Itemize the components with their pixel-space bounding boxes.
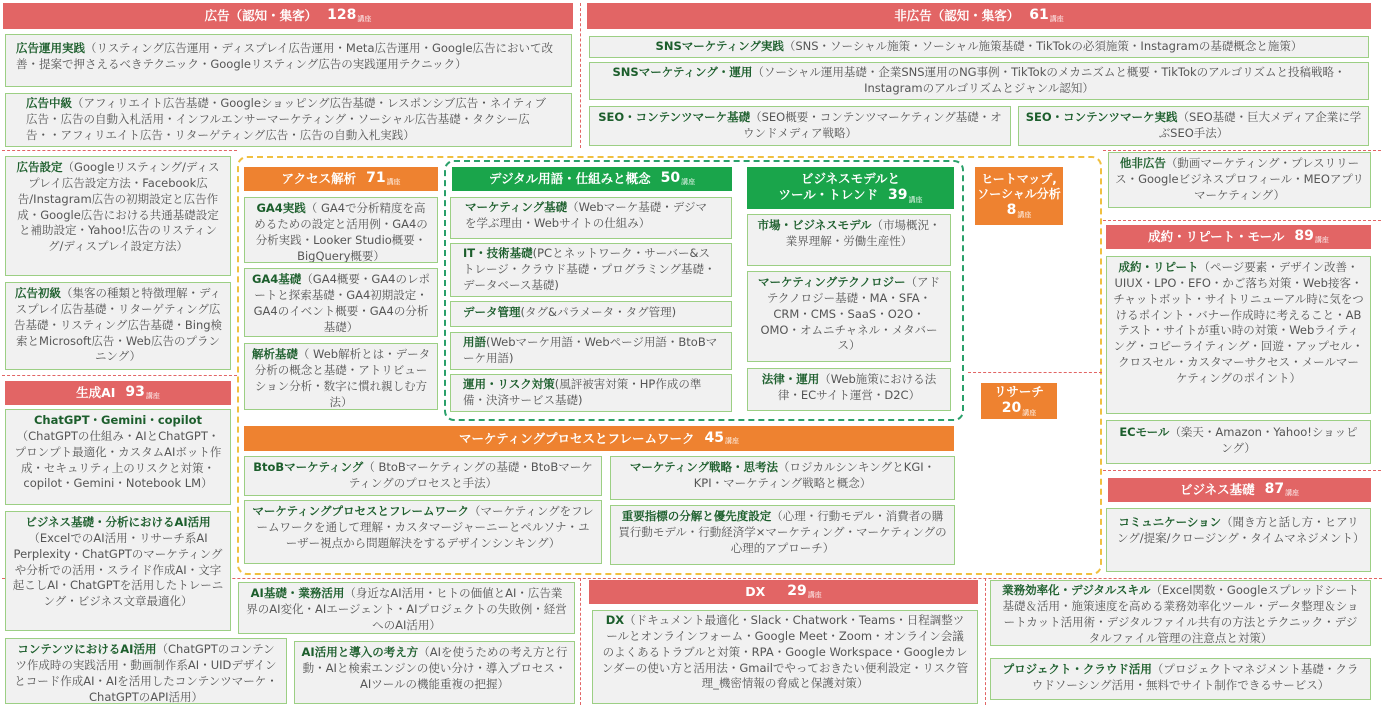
separator [2, 150, 237, 151]
box-desc: （Excel関数・Googleスプレッドシート基礎＆活用・施策速度を高める業務効率化ツール・データ整理＆ショートカット活用術・デジタルファイル共有の方法とテクニック・デジタルファイル管理の注意点と対策） [1002, 583, 1359, 645]
header-bizbasic [1108, 478, 1371, 502]
header-nonad-count: 61 [1029, 7, 1049, 24]
box-desc: （ページ要素・デザイン改善・UIUX・LPO・EFO・かご落ち対策・Web接客・チャットボット・サイトリニューアル時に気をつけるポイント・バナー作成時に考えること・ABテスト・サイトが重い時の対策・Webライティング・コピーライティング・回遊・アップセル・クロスセル・カスタマーサクセス・メールマーケティングのポイント） [1113, 260, 1364, 386]
separator [580, 578, 581, 705]
box-desc: （ロジカルシンキングとKGI・KPI・マーケティング戦略と概念） [693, 460, 936, 490]
box-title: 業務効率化・デジタルスキル [1002, 583, 1151, 597]
header-research-count: 20 [1001, 400, 1022, 417]
box-law-ops [747, 368, 951, 411]
header-genai-title: 生成AI [76, 385, 116, 401]
header-research-title: リサーチ [994, 384, 1044, 400]
box-title: SNSマーケティング・運用 [612, 65, 753, 79]
box-desc: （AIを使うための考え方と行動・AIと検索エンジンの使い分け・導入プロセス・AIツールの機能重複の把握） [302, 645, 568, 691]
box-btob [244, 456, 602, 496]
box-mk-tech [747, 271, 951, 362]
box-desc: （ドキュメント最適化・Slack・Chatwork・Teams・日程調整ツールとオンラインフォーム・Google Meet・Zoom・オンライン会議のよくあるトラブルと対策・RPA・Google Workspace・Googleカレンダーの使い方と活用法・Gmailでやっておきたい便利設定・リスク管理_機密情報の脅威と保護対策） [601, 613, 969, 691]
header-mkprocess-title: マーケティングプロセスとフレームワーク [459, 430, 695, 446]
box-title: ビジネス基礎・分析におけるAI活用 [25, 515, 211, 529]
header-conversion-title: 成約・リピート・モール [1148, 229, 1285, 245]
box-title: SNSマーケティング実践 [655, 39, 784, 53]
header-genai [5, 381, 231, 405]
box-desc: （アドテクノロジー基礎・MA・SFA・CRM・CMS・SaaS・O2O・OMO・オムニチャネル・メタバース） [760, 275, 940, 353]
box-communication [1106, 508, 1371, 572]
box-data-mgmt [450, 301, 732, 327]
header-heatmap-count: 8 [1006, 202, 1017, 219]
header-conversion-count: 89 [1294, 228, 1314, 245]
box-desc: （ソーシャル運用基礎・企業SNS運用のNG事例・TikTokのメカニズムと概要・TikTokのアルゴリズムと投稿戦略・Instagramのアルゴリズムとジャンル認知） [752, 65, 1346, 95]
separator [2, 375, 237, 376]
header-conversion [1106, 225, 1371, 249]
box-desc: (風評被害対策・HP作成の準備・決済サービス基礎) [463, 377, 702, 407]
box-title: データ管理 [463, 305, 521, 319]
box-title: ヒートマップ,ソーシャル分析 [981, 237, 1055, 283]
unit-label: 講座 [1285, 488, 1300, 497]
box-market-biz [747, 214, 951, 266]
unit-label: 講座 [386, 177, 401, 186]
box-title: DX [605, 613, 625, 627]
unit-label: 講座 [1017, 211, 1032, 220]
box-desc: （自社/顧客/競合への解像度を高める手法・市場調査・ネットリサーチ・統計基礎） [983, 433, 1052, 559]
header-mkprocess [244, 426, 954, 451]
separator [1103, 220, 1381, 221]
box-mk-basic [450, 197, 732, 239]
box-desc: （市場概況・業界理解・労働生産性） [785, 218, 941, 248]
box-ad-beginner [5, 282, 231, 370]
box-chatgpt [5, 409, 231, 505]
box-desc: （心理・行動モデル・消費者の購買行動モデル・行動経済学×マーケティング・マーケティングの心理的アプローチ） [618, 509, 947, 555]
header-access [244, 167, 438, 191]
box-sns-practice [589, 36, 1369, 58]
box-desc: （Googleリスティング/ディスプレイ広告設定方法・Facebook広告/Instagram広告の初期設定と広告作成・Google広告における共通基礎設定と補助設定・Yahoo!広告のリスティング/ディスプレイ設定方法） [17, 160, 220, 254]
box-title: GA4基礎 [251, 272, 302, 286]
header-genai-count: 93 [125, 384, 145, 401]
box-seo-practice [1018, 106, 1369, 146]
box-title: リサーチ [983, 433, 1029, 447]
box-title: SEO・コンテンツマーケ基礎 [598, 110, 751, 124]
header-nonad-title: 非広告（認知・集客） [894, 8, 1020, 24]
unit-label: 講座 [357, 14, 372, 23]
box-ga4-practice [244, 197, 438, 263]
box-desc: （ Web解析とは・データ分析の概念と基礎・アトリビューション分析・数字に慣れ親しむ方法） [254, 347, 431, 409]
box-desc: （リスティング広告運用・ディスプレイ広告運用・Meta広告運用・Google広告において改善・提案で押さえるべきテクニック・Googleリスティング広告の実践運用テクニック） [16, 41, 554, 71]
box-desc: （ GA4で分析精度を高めるための設定と活用例・GA4の分析実践・Looker Studio概要・BigQuery概要） [254, 201, 428, 263]
box-title: マーケティングテクノロジー [758, 275, 906, 289]
header-heatmap [975, 167, 1063, 225]
box-title: 運用・リスク対策 [463, 377, 555, 391]
box-title: BtoBマーケティング [253, 460, 364, 474]
box-desc: （集客の種類と特徴理解・ディスプレイ広告基礎・リターゲティング広告基礎・リスティング広告基礎・Bing検索とMicrosoft広告・Web広告のプランニング） [13, 286, 223, 364]
header-digital-title: デジタル用語・仕組みと概念 [488, 171, 651, 187]
box-title: ECモール [1119, 425, 1170, 439]
box-desc: (Webマーケ用語・Webページ用語・BtoBマーケ用語) [463, 335, 718, 365]
box-sns-ops [589, 62, 1369, 100]
header-bizbasic-count: 87 [1264, 481, 1285, 498]
box-efficiency [990, 580, 1371, 646]
header-research [981, 383, 1057, 419]
box-title: 広告設定 [16, 160, 63, 174]
box-title: 広告初級 [14, 286, 61, 300]
box-ec-mall [1106, 420, 1371, 464]
box-desc: （ BtoBマーケティングの基礎・BtoBマーケティングのプロセスと手法） [348, 460, 593, 490]
header-nonad [587, 3, 1371, 29]
box-risk [450, 374, 732, 412]
box-other-nonad [1108, 152, 1371, 208]
box-title: マーケティングプロセスとフレームワーク [252, 504, 469, 518]
box-kpi-decomp [610, 505, 955, 565]
box-desc: （ChatGPTの仕組み・AIとChatGPT・プロンプト最適化・カスタムAIボット作成・セキュリティ上のリスクと対策・copilot・Gemini・Notebook LM） [14, 428, 222, 491]
box-desc: （ヒートマップ・ソーシャル分析） [983, 268, 1053, 315]
header-bizmodel-title2: ツール・トレンド [778, 187, 878, 203]
box-desc: （聞き方と話し方・ヒアリング/提案/クロージング・タイムマネジメント） [1117, 515, 1365, 545]
unit-label: 講座 [1314, 235, 1329, 244]
box-desc: （SNS・ソーシャル施策・ソーシャル施策基礎・TikTokの必須施策・Instagramの基礎概念と施策） [783, 39, 1303, 53]
box-desc: （動画マーケティング・プレスリリース・Googleビジネスプロフィール・MEOアプリマーケティング） [1115, 156, 1364, 202]
separator [1103, 150, 1381, 151]
box-seo-basic [589, 106, 1011, 146]
unit-label: 講座 [1049, 14, 1064, 23]
box-it-basic [450, 243, 732, 297]
header-access-title: アクセス解析 [281, 171, 357, 187]
box-ga4-basic [244, 268, 438, 337]
box-mk-strategy [610, 456, 955, 500]
header-mkprocess-count: 45 [704, 429, 724, 446]
header-bizbasic-title: ビジネス基礎 [1179, 482, 1255, 498]
separator [1103, 470, 1381, 471]
box-title: 広告中級 [26, 96, 72, 110]
header-bizmodel [747, 167, 954, 209]
box-title: AI基礎・業務活用 [250, 586, 345, 600]
box-title: マーケティング基礎 [465, 200, 568, 214]
header-heatmap-title1: ヒートマップ, [981, 172, 1057, 187]
unit-label: 講座 [1022, 409, 1037, 418]
box-title: 広告運用実践 [16, 41, 85, 55]
box-title: 法律・運用 [761, 372, 820, 386]
box-title: コンテンツにおけるAI活用 [17, 642, 157, 656]
box-desc: （プロジェクトマネジメント基礎・クラウドソーシング活用・無料でサイト制作できるサービス） [1031, 662, 1359, 692]
header-dx [589, 580, 978, 604]
box-title: IT・技術基礎 [463, 246, 533, 260]
box-conversion [1106, 256, 1371, 414]
box-project-cloud [990, 658, 1371, 700]
box-desc: （楽天・Amazon・Yahoo!ショッピング） [1169, 425, 1358, 455]
box-title: 重要指標の分解と優先度設定 [621, 509, 772, 523]
separator [580, 3, 581, 148]
box-ad-mid [5, 93, 572, 147]
box-ai-intro [294, 641, 575, 704]
box-title: 他非広告 [1119, 156, 1166, 170]
separator [985, 578, 986, 705]
header-ad-title: 広告（認知・集客） [204, 8, 318, 24]
box-desc: （マーケティングをフレームワークを通して理解・カスタマージャーニーとペルソナ・ユーザー視点から問題解決をするデザインシンキング） [256, 504, 594, 550]
box-desc: （GA4概要・GA4のレポートと探索基礎・GA4初期設定・GA4のイベント概要・GA4の分析基礎） [253, 272, 431, 334]
box-desc: （Web施策における法律・ECサイト運営・D2C） [777, 372, 937, 402]
header-digital [452, 167, 732, 191]
header-access-count: 71 [366, 170, 386, 187]
header-dx-title: DX [745, 584, 766, 600]
box-title: 成約・リピート [1118, 260, 1199, 274]
unit-label: 講座 [145, 391, 160, 400]
box-ad-setup [5, 156, 231, 276]
header-heatmap-title2: ソーシャル分析 [977, 187, 1061, 202]
box-title: プロジェクト・クラウド活用 [1002, 662, 1152, 676]
box-title: GA4実践 [256, 201, 306, 215]
box-desc: （ChatGPTのコンテンツ作成時の実践活用・動画制作系AI・UIDデザインとコード作成AI・AIを活用したコンテンツマーケ・ChatGPTのAPI活用） [14, 642, 278, 704]
box-title: 市場・ビジネスモデル [757, 218, 872, 232]
box-desc: (タグ&パラメータ・タグ管理) [520, 305, 677, 319]
unit-label: 講座 [725, 437, 739, 446]
box-title: AI活用と導入の考え方 [301, 645, 419, 659]
box-analysis-basic [244, 343, 438, 410]
box-title: マーケティング戦略・思考法 [629, 460, 778, 474]
box-desc: （身近なAI活用・ヒトの価値とAI・広告業界のAI変化・AIエージェント・AIプロジェクトの失敗例・経営へのAI活用） [246, 586, 567, 632]
header-dx-count: 29 [787, 583, 807, 600]
box-ad-practice [5, 34, 572, 87]
box-title: 解析基礎 [251, 347, 298, 361]
box-desc: （Webマーケ基礎・デジマを学ぶ理由・Webサイトの仕組み） [465, 200, 707, 230]
separator [968, 372, 1102, 373]
box-title: 用語 [463, 335, 486, 349]
box-title: ChatGPT・Gemini・copilot [33, 413, 203, 427]
header-digital-count: 50 [660, 170, 681, 187]
box-dx [592, 610, 978, 704]
unit-label: 講座 [681, 177, 696, 186]
box-title: SEO・コンテンツマーケ実践 [1025, 110, 1178, 124]
box-content-ai [5, 638, 287, 704]
unit-label: 講座 [807, 590, 822, 599]
box-mk-framework [244, 500, 602, 564]
box-terms [450, 332, 732, 370]
box-desc: （SEO概要・コンテンツマーケティング基礎・オウンドメディア戦略） [743, 110, 1002, 140]
box-biz-ai [5, 511, 231, 631]
header-ad [3, 3, 573, 29]
box-desc: （アフィリエイト広告基礎・Googleショッピング広告基礎・レスポンシブ広告・ネイティブ広告・広告の自動入札活用・インフルエンサーマーケティング・ソーシャル広告基礎・タクシー広告・・アフィリエイト広告・リターゲティング広告・広告の自動入札実践） [26, 96, 547, 142]
box-title: コミュニケーション [1118, 515, 1222, 529]
header-ad-count: 128 [327, 7, 357, 24]
box-desc: (PCとネットワーク・サーバー&ストレージ・クラウド基礎・プログラミング基礎・データベース基礎) [463, 246, 716, 292]
box-desc: （SEO基礎・巨大メディア企業に学ぶSEO手法） [1158, 110, 1362, 140]
header-bizmodel-title1: ビジネスモデルと [800, 171, 900, 187]
box-desc: （ExcelでのAI活用・リサーチ系AI Perplexity・ChatGPTのマーケティングや分析での活用・スライド作成AI・文字起こしAI・ChatGPTを活用したトレーニング・ビジネス文章最適化） [12, 530, 224, 609]
unit-label: 講座 [908, 196, 923, 205]
box-ai-basic [238, 582, 575, 634]
header-bizmodel-count: 39 [887, 187, 908, 204]
